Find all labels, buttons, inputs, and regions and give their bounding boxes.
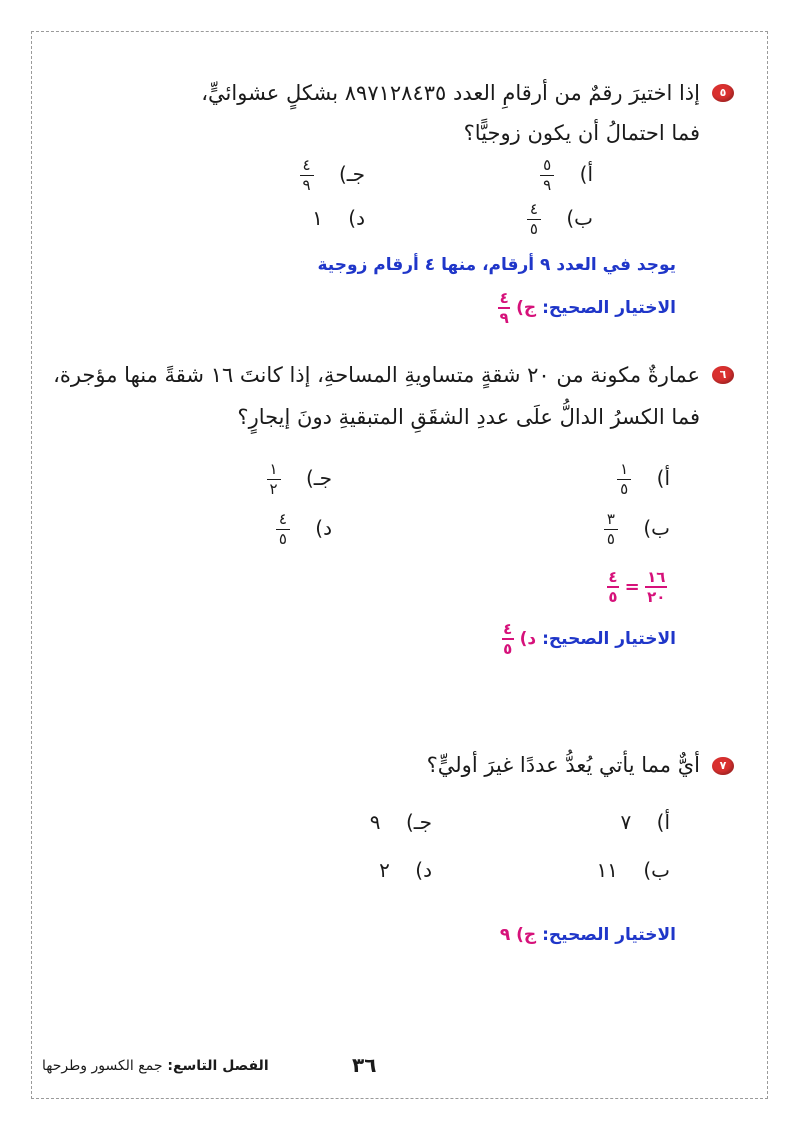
q6-option-c-label: جـ) bbox=[305, 466, 332, 490]
q7-option-b bbox=[596, 858, 670, 882]
q7-option-c-value: ٩ bbox=[369, 810, 381, 834]
q7-option-b-label: ب) bbox=[643, 858, 670, 882]
q6-calc-equals: = bbox=[624, 576, 640, 598]
q5-option-d bbox=[312, 206, 365, 230]
q5-option-d-value: ١ bbox=[312, 206, 323, 230]
q6-answer-prefix: الاختيار الصحيح: bbox=[542, 629, 676, 649]
q7-option-d-value: ٢ bbox=[379, 858, 390, 882]
q7-answer-prefix: الاختيار الصحيح: bbox=[542, 925, 676, 945]
q7-answer-letter: ج) bbox=[516, 925, 537, 945]
q5-option-b-fraction: $\frac{٤}{٥}$ bbox=[527, 202, 541, 237]
question-6-number: ٦ bbox=[719, 368, 727, 381]
q6-option-b bbox=[604, 512, 670, 547]
q6-calc-source-fraction: ١٦ ٢٠ bbox=[647, 568, 666, 606]
q7-option-d-label: د) bbox=[415, 858, 432, 882]
q6-option-d bbox=[276, 512, 332, 547]
q5-option-a-fraction: $\frac{٥}{٩}$ bbox=[540, 158, 554, 193]
q7-option-a-value: ٧ bbox=[620, 810, 632, 834]
q5-option-b bbox=[527, 202, 593, 237]
q7-answer-value: ٩ bbox=[499, 925, 511, 945]
q5-option-c-fraction: $\frac{٤}{٩}$ bbox=[300, 158, 314, 193]
question-6-badge bbox=[712, 366, 734, 384]
question-7-number: ٧ bbox=[719, 759, 727, 772]
footer-chapter bbox=[42, 1058, 269, 1074]
question-5-number: ٥ bbox=[719, 86, 727, 99]
q5-answer-letter: ج) bbox=[516, 298, 537, 318]
q6-option-b-label: ب) bbox=[643, 516, 670, 540]
question-5-badge bbox=[712, 84, 734, 102]
q5-option-a-label: أ) bbox=[579, 162, 593, 186]
q5-option-c-label: جـ) bbox=[338, 162, 365, 186]
q7-option-d bbox=[379, 858, 432, 882]
q5-answer bbox=[498, 291, 676, 325]
q6-option-b-fraction: $\frac{٣}{٥}$ bbox=[604, 512, 618, 547]
q7-option-c bbox=[370, 810, 432, 834]
q7-option-a-label: أ) bbox=[656, 810, 670, 834]
q7-option-a bbox=[620, 810, 670, 834]
q6-answer bbox=[502, 622, 676, 656]
q5-option-a bbox=[540, 158, 593, 193]
page-number: ٣٦ bbox=[352, 1053, 377, 1077]
q7-option-c-label: جـ) bbox=[405, 810, 432, 834]
q6-option-a bbox=[617, 462, 670, 497]
q5-option-b-label: ب) bbox=[566, 206, 593, 230]
q6-option-a-fraction: $\frac{١}{٥}$ bbox=[617, 462, 631, 497]
question-7-line-1: أيٌّ مما يأتي يُعدُّ عددًا غيرَ أوليٍّ؟ bbox=[426, 753, 700, 777]
q6-calculation bbox=[607, 570, 667, 604]
q5-solution-note: يوجد في العدد ٩ أرقام، منها ٤ أرقام زوجية bbox=[317, 255, 676, 275]
q7-option-b-value: ١١ bbox=[596, 858, 618, 882]
question-6-line-1: عمارةٌ مكونة من ٢٠ شقةٍ متساويةِ المساحةِ، إذا كانتَ ١٦ شقةً منها مؤجرة، bbox=[53, 363, 700, 387]
q6-answer-fraction: ٤ ٥ bbox=[503, 620, 513, 658]
q5-option-d-label: د) bbox=[348, 206, 365, 230]
question-6-line-2: فما الكسرُ الدالُّ علَى عددِ الشقَقِ المتبقيةِ دونَ إيجارٍ؟ bbox=[237, 405, 700, 429]
q5-answer-prefix: الاختيار الصحيح: bbox=[542, 298, 676, 318]
q5-option-c bbox=[300, 158, 365, 193]
q6-option-c-fraction: $\frac{١}{٢}$ bbox=[267, 462, 281, 497]
q6-calc-result-fraction: ٤ ٥ bbox=[608, 568, 618, 606]
q6-option-c bbox=[267, 462, 332, 497]
footer-chapter-title: جمع الكسور وطرحها bbox=[42, 1058, 163, 1074]
footer-chapter-label: الفصل التاسع: bbox=[167, 1058, 269, 1074]
q7-answer bbox=[500, 925, 676, 945]
question-7-badge bbox=[712, 757, 734, 775]
q5-answer-fraction: ٤ ٩ bbox=[499, 289, 509, 327]
q6-option-d-fraction: $\frac{٤}{٥}$ bbox=[276, 512, 290, 547]
q6-option-a-label: أ) bbox=[656, 466, 670, 490]
question-5-line-2: فما احتمالُ أن يكون زوجيًّا؟ bbox=[463, 121, 700, 145]
question-5-line-1: إذا اختيرَ رقمٌ من أرقامِ العدد ٨٩٧١٢٨٤٣٥ بشكلٍ عشوائيٍّ، bbox=[201, 81, 700, 105]
q6-answer-letter: د) bbox=[519, 629, 537, 649]
q6-option-d-label: د) bbox=[315, 516, 332, 540]
